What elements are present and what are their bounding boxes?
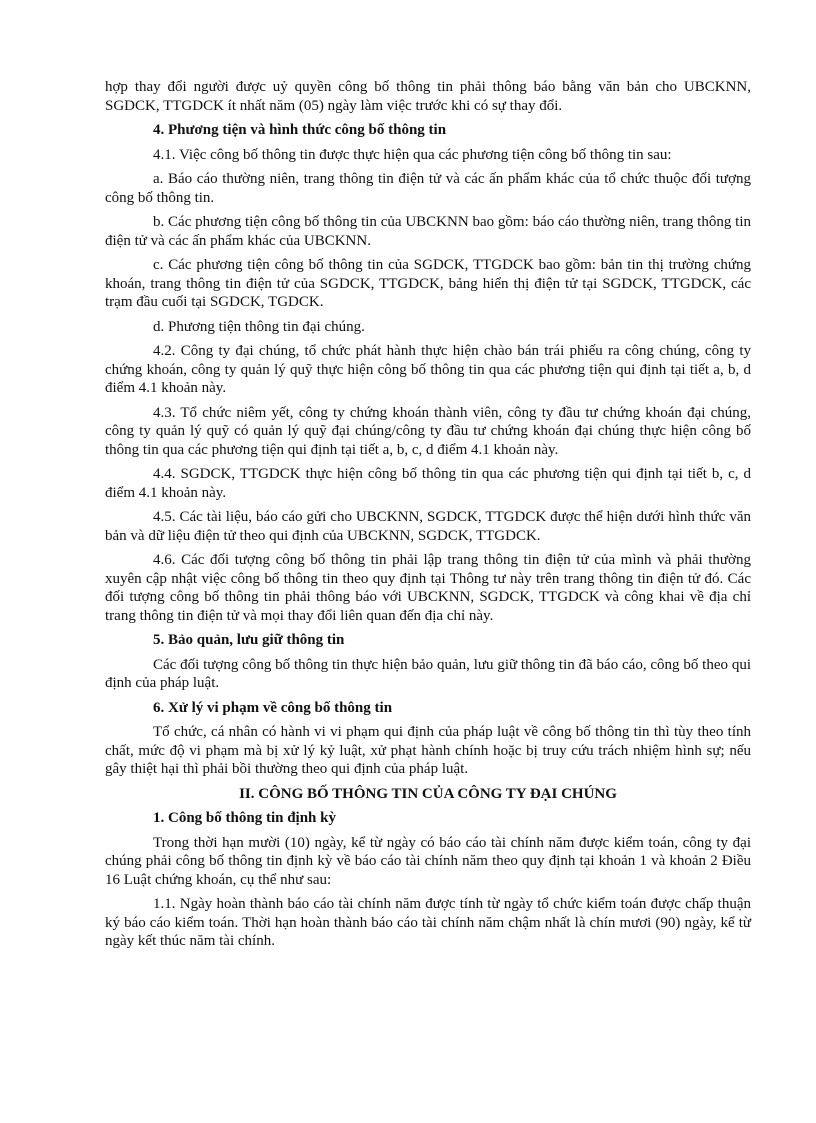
document-page	[105, 78, 751, 957]
paragraph: d. Phương tiện thông tin đại chúng.	[153, 318, 365, 335]
paragraph: b. Các phương tiện công bố thông tin của UBCKNN bao gồm: báo cáo thường niên, trang thông tin điện tử và các ấn phẩm khác của UBCKNN.	[105, 214, 751, 249]
chapter-heading: II. CÔNG BỐ THÔNG TIN CỦA CÔNG TY ĐẠI CHÚNG	[239, 785, 617, 802]
section-heading: 6. Xử lý vi phạm về công bố thông tin	[153, 699, 393, 716]
paragraph: 4.1. Việc công bố thông tin được thực hiện qua các phương tiện công bố thông tin sau:	[153, 146, 672, 163]
section-heading: 5. Bảo quản, lưu giữ thông tin	[153, 632, 345, 648]
paragraph: a. Báo cáo thường niên, trang thông tin điện tử và các ấn phẩm khác của tổ chức thuộc đối tượng công bố thông tin.	[105, 171, 751, 206]
section-heading: 4. Phương tiện và hình thức công bố thông tin	[153, 122, 447, 138]
paragraph: 4.5. Các tài liệu, báo cáo gửi cho UBCKNN, SGDCK, TTGDCK được thể hiện dưới hình thức văn bản và dữ liệu điện tử theo qui định của UBCKNN, SGDCK, TTGDCK.	[105, 509, 751, 544]
paragraph: Tổ chức, cá nhân có hành vi vi phạm qui định của pháp luật về công bố thông tin thì tùy theo tính chất, mức độ vi phạm mà bị xử lý kỷ luật, xử phạt hành chính hoặc bị truy cứu trách nhiệm hình sự; nếu gây thiệt hại thì phải bồi thường theo qui định của pháp luật.	[105, 724, 751, 777]
paragraph: c. Các phương tiện công bố thông tin của SGDCK, TTGDCK bao gồm: bản tin thị trường chứng khoán, trang thông tin điện tử của SGDCK, TTGDCK, bảng hiển thị điện tử tại SGDCK, TTGDCK, các trạm đầu cuối tại SGDCK, TGDCK.	[105, 257, 751, 310]
paragraph: 4.6. Các đối tượng công bố thông tin phải lập trang thông tin điện tử của mình và phải thường xuyên cập nhật việc công bố thông tin theo quy định tại Thông tư này trên trang thông tin điện tử đó. Các đối tượng công bố thông tin phải thông báo với UBCKNN, SGDCK, TTGDCK và công khai về địa chỉ trang thông tin điện tử và mọi thay đổi liên quan đến địa chỉ này.	[105, 552, 751, 624]
paragraph: Trong thời hạn mười (10) ngày, kể từ ngày có báo cáo tài chính năm được kiểm toán, công ty đại chúng phải công bố thông tin định kỳ về báo cáo tài chính năm theo quy định tại khoản 1 và khoản 2 Điều 16 Luật chứng khoán, cụ thể như sau:	[105, 834, 751, 888]
section-heading: 1. Công bố thông tin định kỳ	[153, 810, 336, 826]
paragraph: 1.1. Ngày hoàn thành báo cáo tài chính năm được tính từ ngày tổ chức kiểm toán được chấp thuận ký báo cáo kiểm toán. Thời hạn hoàn thành báo cáo tài chính năm chậm nhất là chín mươi (90) ngày, kể từ ngày kết thúc năm tài chính.	[105, 896, 751, 949]
paragraph: hợp thay đổi người được uỷ quyền công bố thông tin phải thông báo bằng văn bản cho UBCKNN, SGDCK, TTGDCK ít nhất năm (05) ngày làm việc trước khi có sự thay đổi.	[105, 79, 751, 114]
paragraph: 4.2. Công ty đại chúng, tổ chức phát hành thực hiện chào bán trái phiếu ra công chúng, công ty chứng khoán, công ty quản lý quỹ thực hiện công bố thông tin qua các phương tiện qui định tại tiết a, b, d điểm 4.1 khoản này.	[105, 343, 751, 396]
paragraph: 4.3. Tổ chức niêm yết, công ty chứng khoán thành viên, công ty đầu tư chứng khoán đại chúng, công ty quản lý quỹ có quản lý quỹ đại chúng/công ty đầu tư chứng khoán đại chúng thực hiện công bố thông tin qua các phương tiện qui định tại tiết a, b, c, d điểm 4.1 khoản này.	[105, 404, 751, 458]
paragraph: Các đối tượng công bố thông tin thực hiện bảo quản, lưu giữ thông tin đã báo cáo, công bố theo qui định của pháp luật.	[105, 656, 751, 691]
paragraph: 4.4. SGDCK, TTGDCK thực hiện công bố thông tin qua các phương tiện qui định tại tiết b, c, d điểm 4.1 khoản này.	[105, 466, 751, 501]
